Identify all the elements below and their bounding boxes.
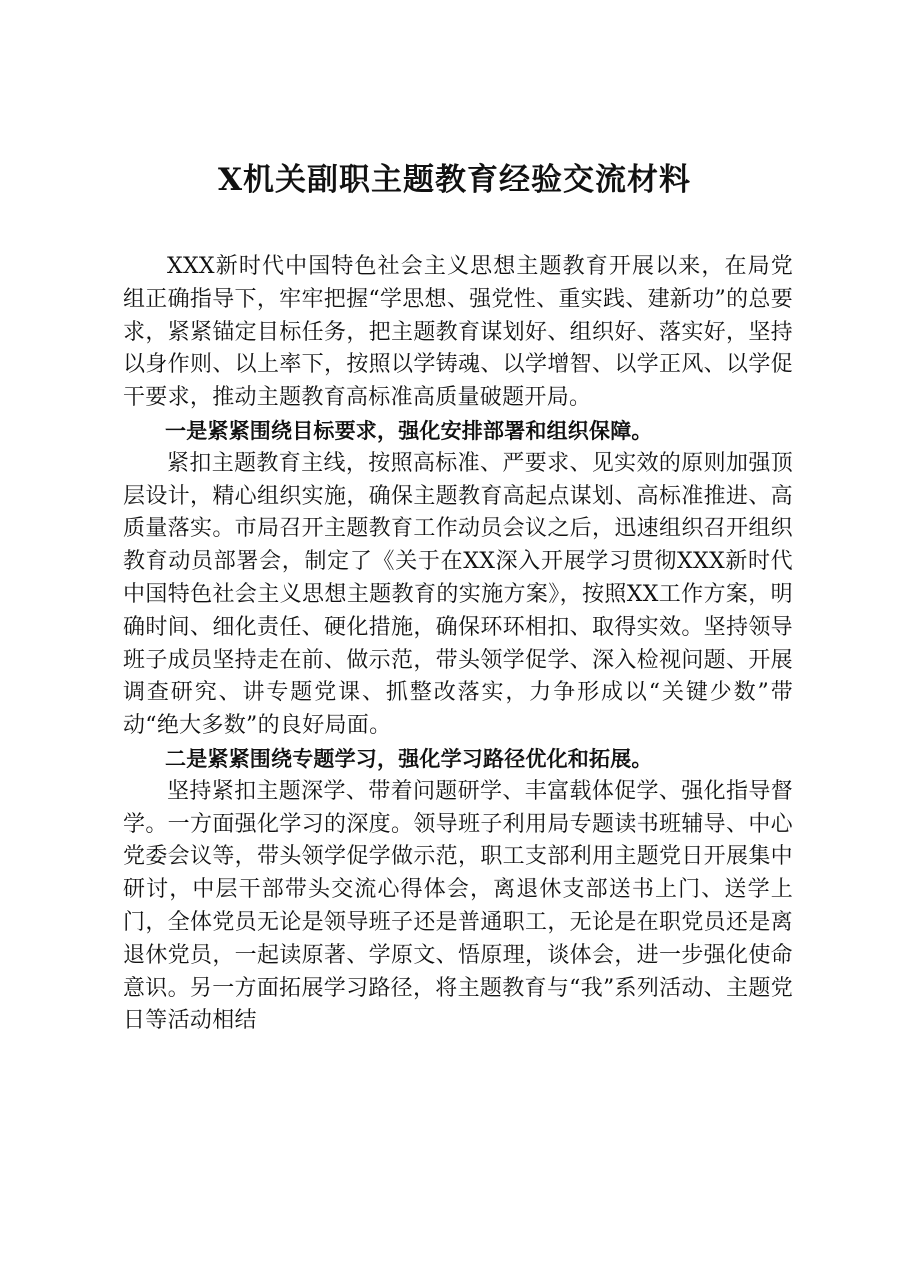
section-heading-1: 一是紧紧围绕目标要求，强化安排部署和组织保障。 — [165, 418, 653, 443]
document-body — [123, 251, 793, 1038]
paragraph-section-1: 紧扣主题教育主线，按照高标准、严要求、见实效的原则加强顶层设计，精心组织实施，确保主题教育高起点谋划、高标准推进、高质量落实。市局召开主题教育工作动员会议之后，迅速组织召开组织教育动员部署会，制定了《关于在XX深入开展学习贯彻XXX新时代中国特色社会主义思想主题教育的实施方案》，按照XX工作方案，明确时间、细化责任、硬化措施，确保环环相扣、取得实效。坚持领导班子成员坚持走在前、做示范，带头领学促学、深入检视问题、开展调查研究、讲专题党课、抓整改落实，力争形成以“关键少数”带动“绝大多数”的良好局面。 — [123, 450, 793, 739]
paragraph-intro: XXX新时代中国特色社会主义思想主题教育开展以来，在局党组正确指导下，牢牢把握“学思想、强党性、重实践、建新功”的总要求，紧紧锚定目标任务，把主题教育谋划好、组织好、落实好，坚持以身作则、以上率下，按照以学铸魂、以学增智、以学正风、以学促干要求，推动主题教育高标准高质量破题开局。 — [123, 254, 793, 411]
section-heading-2: 二是紧紧围绕专题学习，强化学习路径优化和拓展。 — [165, 746, 653, 771]
paragraph-section-2: 坚持紧扣主题深学、带着问题研学、丰富载体促学、强化指导督学。一方面强化学习的深度。领导班子利用局专题读书班辅导、中心党委会议等，带头领学促学做示范，职工支部利用主题党日开展集中研讨，中层干部带头交流心得体会，离退休支部送书上门、送学上门，全体党员无论是领导班子还是普通职工，无论是在职党员还是离退休党员，一起读原著、学原文、悟原理，谈体会，进一步强化使命意识。另一方面拓展学习路径，将主题教育与“我”系列活动、主题党日等活动相结 — [123, 778, 793, 1034]
document-title: X机关副职主题教育经验交流材料 — [217, 162, 692, 198]
